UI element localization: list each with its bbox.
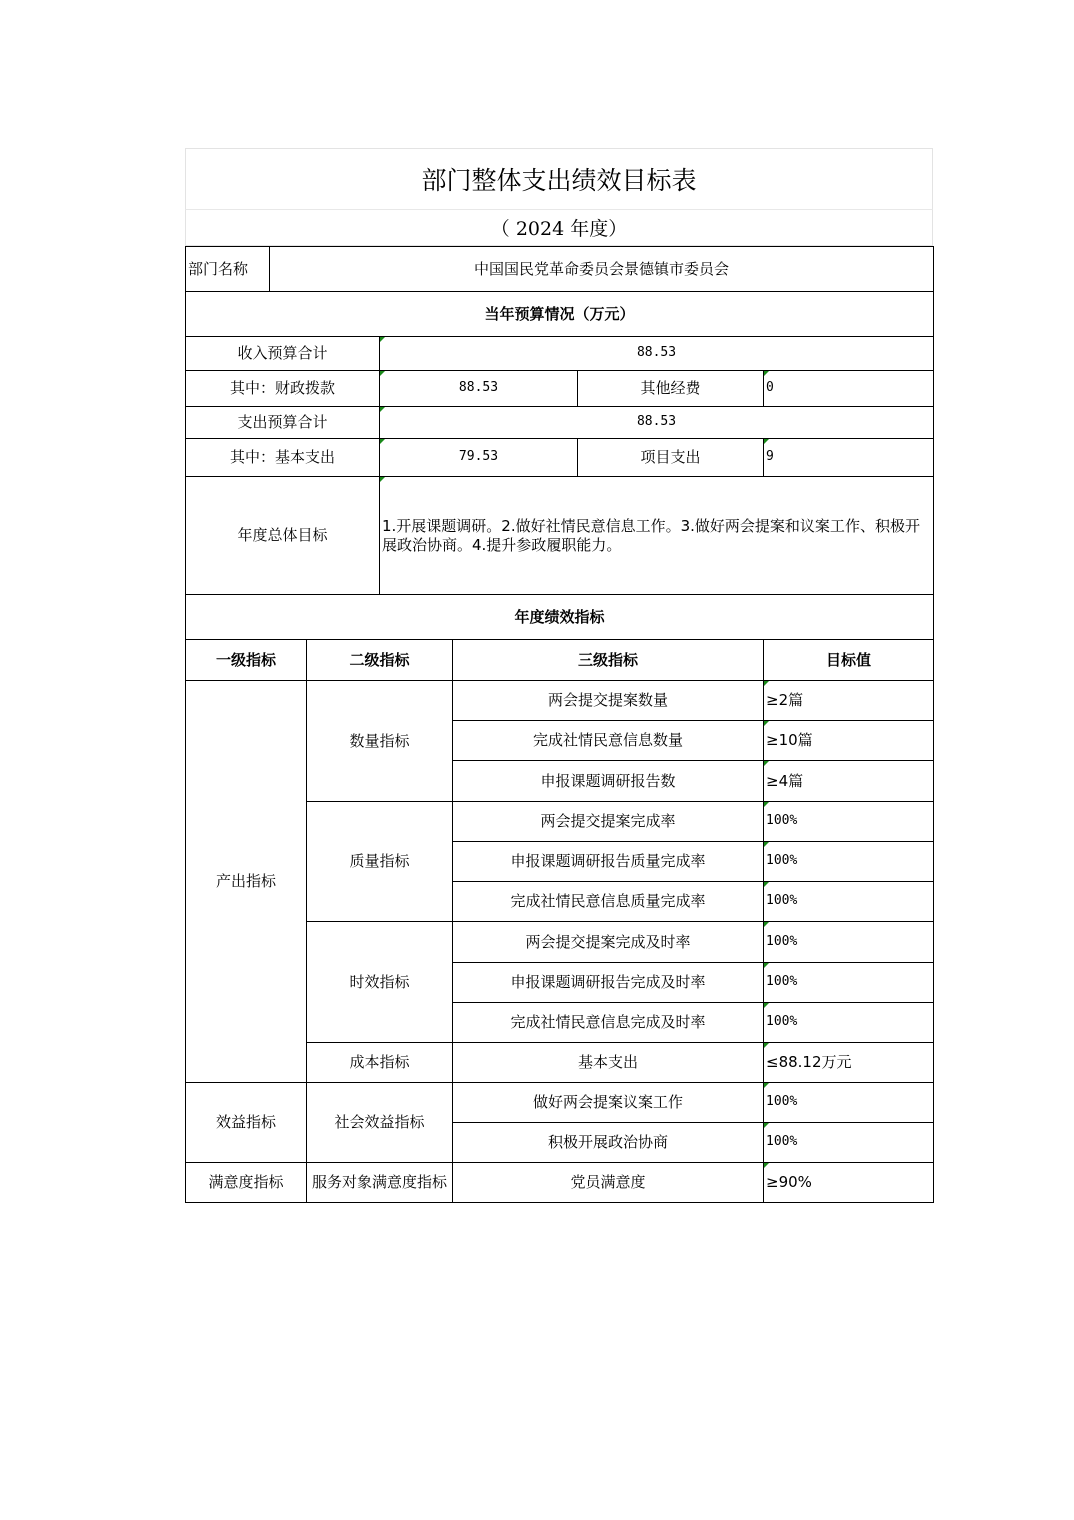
target-value: 100% — [764, 1083, 934, 1123]
target-value: ≥2篇 — [764, 681, 934, 721]
target-value: 100% — [764, 882, 934, 922]
level2-service-satisfaction: 服务对象满意度指标 — [307, 1163, 453, 1203]
target-value: 100% — [764, 842, 934, 882]
target-value: ≥10篇 — [764, 721, 934, 761]
level3-item: 两会提交提案完成及时率 — [453, 922, 764, 963]
target-value: 100% — [764, 963, 934, 1003]
level2-quality: 质量指标 — [307, 802, 453, 922]
level3-item: 申报课题调研报告完成及时率 — [453, 963, 764, 1003]
fiscal-value: 88.53 — [380, 371, 578, 407]
target-value: 100% — [764, 1003, 934, 1043]
expense-total-value: 88.53 — [380, 407, 934, 439]
target-value: ≥90% — [764, 1163, 934, 1203]
dept-name-label: 部门名称 — [186, 247, 270, 292]
header-level3: 三级指标 — [453, 640, 764, 681]
level3-item: 两会提交提案数量 — [453, 681, 764, 721]
target-value: ≤88.12万元 — [764, 1043, 934, 1083]
level3-item: 两会提交提案完成率 — [453, 802, 764, 842]
budget-section-title: 当年预算情况（万元） — [186, 292, 934, 337]
other-value: 0 — [764, 371, 934, 407]
basic-value: 79.53 — [380, 439, 578, 477]
performance-target-sheet — [185, 148, 933, 1203]
dept-table — [185, 246, 934, 292]
level2-quantity: 数量指标 — [307, 681, 453, 802]
annual-goal-text: 1.开展课题调研。2.做好社情民意信息工作。3.做好两会提案和议案工作、积极开展政治协商。4.提升参政履职能力。 — [380, 477, 934, 595]
project-value: 9 — [764, 439, 934, 477]
indicator-table — [185, 594, 934, 1203]
level3-item: 完成社情民意信息数量 — [453, 721, 764, 761]
level3-item: 申报课题调研报告数 — [453, 761, 764, 802]
expense-total-label: 支出预算合计 — [186, 407, 380, 439]
level2-social-benefit: 社会效益指标 — [307, 1083, 453, 1163]
level3-item: 做好两会提案议案工作 — [453, 1083, 764, 1123]
level3-item: 完成社情民意信息质量完成率 — [453, 882, 764, 922]
fiscal-label: 其中：财政拨款 — [186, 371, 380, 407]
basic-label: 其中：基本支出 — [186, 439, 380, 477]
target-value: ≥4篇 — [764, 761, 934, 802]
level2-cost: 成本指标 — [307, 1043, 453, 1083]
income-total-label: 收入预算合计 — [186, 337, 380, 371]
project-label: 项目支出 — [578, 439, 764, 477]
level3-item: 党员满意度 — [453, 1163, 764, 1203]
dept-name-value: 中国国民党革命委员会景德镇市委员会 — [270, 247, 934, 292]
page-title: 部门整体支出绩效目标表 — [185, 148, 933, 209]
target-value: 100% — [764, 922, 934, 963]
budget-table — [185, 291, 934, 595]
header-level1: 一级指标 — [186, 640, 307, 681]
header-target: 目标值 — [764, 640, 934, 681]
level1-benefit: 效益指标 — [186, 1083, 307, 1163]
target-value: 100% — [764, 802, 934, 842]
level2-timeliness: 时效指标 — [307, 922, 453, 1043]
income-total-value: 88.53 — [380, 337, 934, 371]
level3-item: 申报课题调研报告质量完成率 — [453, 842, 764, 882]
level3-item: 积极开展政治协商 — [453, 1123, 764, 1163]
year-label: （ 2024 年度） — [185, 209, 933, 246]
annual-goal-label: 年度总体目标 — [186, 477, 380, 595]
level3-item: 基本支出 — [453, 1043, 764, 1083]
target-value: 100% — [764, 1123, 934, 1163]
level1-satisfaction: 满意度指标 — [186, 1163, 307, 1203]
indicator-section-title: 年度绩效指标 — [186, 595, 934, 640]
level1-output: 产出指标 — [186, 681, 307, 1083]
level3-item: 完成社情民意信息完成及时率 — [453, 1003, 764, 1043]
other-label: 其他经费 — [578, 371, 764, 407]
header-level2: 二级指标 — [307, 640, 453, 681]
